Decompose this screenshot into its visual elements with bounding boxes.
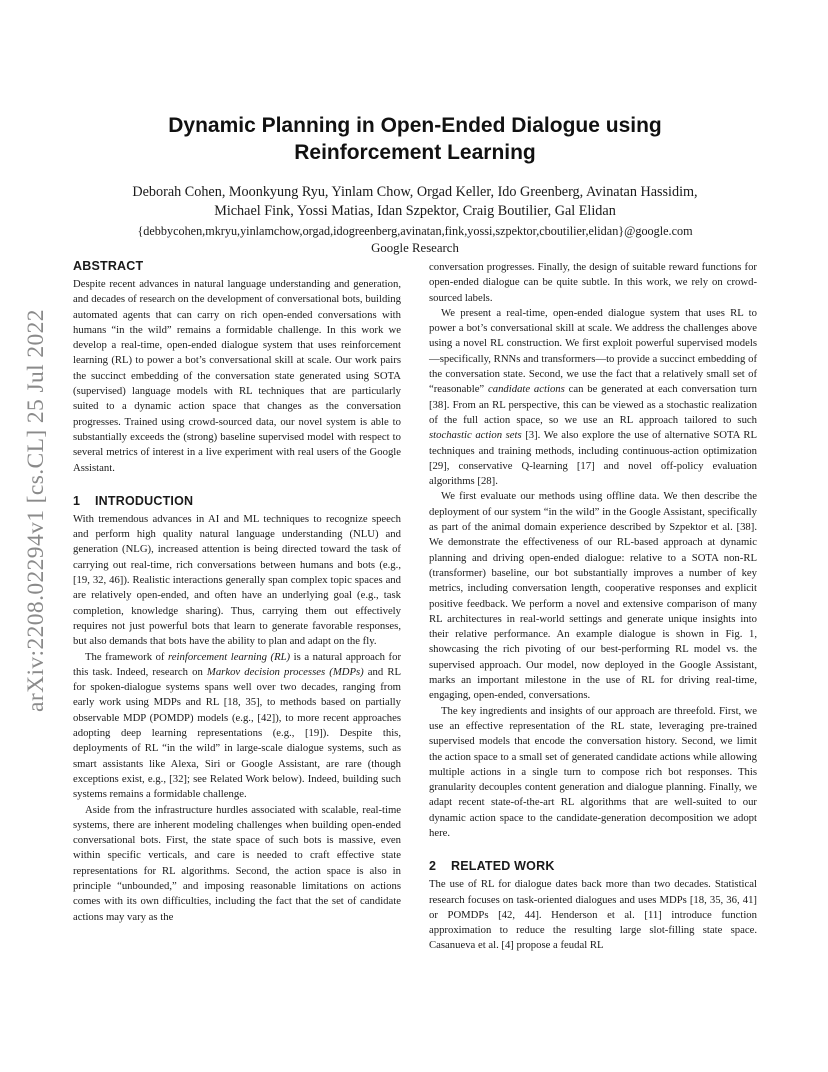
section-title: INTRODUCTION <box>95 493 194 508</box>
intro-paragraph-1: With tremendous advances in AI and ML techniques to recognize speech and perform high quality natural language understanding (NLU) and generation (NLG), increased attention is being directed toward the task of carrying out real-time, rich conversations between humans and bots (e.g., [19, 32, 46]). Realistic interactions generally span complex topic spaces and are relatively open-ended, and often have an underlying goal (e.g., task completion, knowledge sharing). Thus, carrying them out effectively requires not just powerful bots that learn to generate favorable responses, but also demands that bots have the ability to plan and adapt on the fly. <box>73 512 401 648</box>
section-title: RELATED WORK <box>451 859 555 874</box>
abstract-text: Despite recent advances in natural language understanding and generation, and decades of research on the development of conversational bots, building automated agents that can carry on rich open-ended conversations with humans “in the wild” remains a formidable challenge. In this work we develop a real-time, open-ended dialogue system that uses reinforcement learning (RL) to power a bot’s conversational skill at scale. Our work pairs the succinct embedding of the conversation state generated using SOTA (supervised) language models with RL techniques that are particularly suited to a dynamic action space that changes as the conversation progresses. Trained using crowd-sourced data, our novel system is able to substantially exceeds the (strong) baseline supervised model with respect to several metrics of interest in a live experiment with real users of the Google Assistant. <box>73 278 401 474</box>
intro-paragraph-3: Aside from the infrastructure hurdles associated with scalable, real-time systems, there are inherent modeling challenges when building open-ended conversational bots. First, the state space of such bots is massive, even within specific verticals, and care is needed to craft effective state representations for RL algorithms. Second, the action space is also in principle “unbounded,” and imposing reasonable limitations on actions comes with its own difficulties, including the fact that the set of candidate actions may vary as the <box>73 803 401 923</box>
title-line-2: Reinforcement Learning <box>294 141 536 164</box>
left-column <box>73 258 401 925</box>
intro-paragraph-3-continued: conversation progresses. Finally, the design of suitable reward functions for open-ended dialogue can be quite subtle. In this work, we rely on crowd-sourced labels. <box>429 261 757 304</box>
authors-line-1: Deborah Cohen, Moonkyung Ryu, Yinlam Chow, Orgad Keller, Ido Greenberg, Avinatan Hassidim, <box>132 184 698 200</box>
related-work-heading <box>429 858 757 874</box>
paper-header <box>70 112 760 257</box>
intro-paragraph-5: We first evaluate our methods using offline data. We then describe the deployment of our system “in the wild” in the Google Assistant, specifically as part of the animal domain experience described by Szpektor et al. [38]. We demonstrate the effectiveness of our RL-based approach at dynamic planning and driving open-ended dialogue: relative to a SOTA non-RL (transformer) baseline, our bot substantially improves a number of key metrics, including conversation length, cooperative responses and explicit positive feedback. We perform a novel and extensive comparison of many RL architectures in real-world settings and generate unique insights into their relative performance. An example dialogue is shown in Fig. 1, showcasing the rich pivoting of our best-performing RL model vs. the supervised approach. Our model, now deployed in the Google Assistant, marks an important milestone in the use of RL for driving real-time, engaging, open-ended, conversations. <box>429 490 757 702</box>
title-line-1: Dynamic Planning in Open-Ended Dialogue using <box>168 114 662 137</box>
abstract-heading: ABSTRACT <box>73 259 144 273</box>
author-emails: {debbycohen,mkryu,yinlamchow,orgad,idogreenberg,avinatan,fink,yossi,szpektor,cboutilier,elidan}@google.com <box>137 224 693 238</box>
authors-line-2: Michael Fink, Yossi Matias, Idan Szpektor, Craig Boutilier, Gal Elidan <box>214 203 616 219</box>
related-paragraph-1: The use of RL for dialogue dates back more than two decades. Statistical research focuses on task-oriented dialogues and uses MDPs [18, 35, 36, 41] or POMDPs [42, 44]. Henderson et al. [11] introduce function approximation to reduce the resulting large slot-filling state space. Casanueva et al. [4] propose a feudal RL <box>429 878 757 952</box>
right-column <box>429 260 757 954</box>
intro-paragraph-2: The framework of reinforcement learning (RL) is a natural approach for this task. Indeed, research on Markov decision processes (MDPs) and RL for spoken-dialogue systems spans well over two decades, ranging from early work using MDPs and RL [18, 35], to methods based on partially observable MDP (POMDP) models (e.g., [42]), to more recent approaches adopting deep learning representations (e.g., [19]). Despite this, deployments of RL “in the wild” in large-scale dialogue systems, such as smart assistants like Alexa, Siri or Google Assistant, are rare (though exceptions exist, e.g., [32]; see Related Work below). Indeed, building such systems remains a formidable challenge. <box>73 650 402 801</box>
intro-paragraph-4: We present a real-time, open-ended dialogue system that uses RL to power a bot’s conversational skill at scale. We address the challenges above using a novel RL construction. We first exploit powerful supervised models—specifically, RNNs and transformers—to provide a succinct embedding of the conversation state. Second, we use the fact that a relatively small set of “reasonable” candidate actions can be generated at each conversation turn [38]. From an RL perspective, this can be viewed as a stochastic realization of the full action space, so we use an RL approach tailored to such stochastic action sets [3]. We also explore the use of alternative SOTA RL techniques and training methods, including continuous-action optimization [29], conservative Q-learning [17] and novel off-policy evaluation algorithms [28]. <box>429 306 757 488</box>
affiliation: Google Research <box>371 241 459 255</box>
intro-heading <box>73 493 401 509</box>
arxiv-stamp <box>16 300 56 720</box>
intro-paragraph-6: The key ingredients and insights of our approach are threefold. First, we use an effective representation of the RL state, leveraging pre-trained supervised models that encode the conversation history. Second, we limit the action space to a small set of generated candidate actions while allowing multiple actions in a single turn to compose rich bot responses. This granularity decouples content generation and dialogue planning. Finally, we adapt recent state-of-the-art RL algorithms that are well-suited to our dynamic action space to the candidate-generation decomposition we adopt here. <box>429 704 757 839</box>
arxiv-identifier: arXiv:2208.02294v1 [cs.CL] 25 Jul 2022 <box>22 308 49 712</box>
section-number: 2 <box>429 859 437 874</box>
section-number: 1 <box>73 493 81 508</box>
paper-title <box>70 112 760 166</box>
author-list <box>70 183 760 221</box>
